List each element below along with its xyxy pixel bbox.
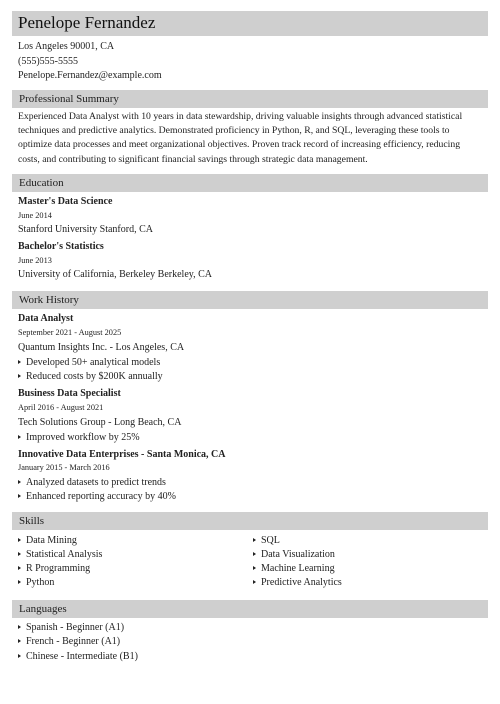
skill-item: Python [18,577,54,588]
job-company: Tech Solutions Group - Long Beach, CA [18,417,182,428]
education-section-title: Education [19,177,64,189]
bullet-icon [18,580,21,584]
job-bullet: Enhanced reporting accuracy by 40% [18,491,176,502]
job-company: Quantum Insights Inc. - Los Angeles, CA [18,342,185,353]
language-item: Chinese - Intermediate (B1) [18,651,138,662]
skill-item: Predictive Analytics [253,577,342,588]
bullet-icon [18,360,21,364]
job-dates: September 2021 - August 2025 [18,328,122,337]
skill-item: Data Mining [18,535,77,546]
work-section-bar [12,291,488,309]
bullet-icon [18,639,21,643]
bullet-icon [18,374,21,378]
language-item: Spanish - Beginner (A1) [18,622,124,633]
bullet-icon [18,480,21,484]
job-title: Business Data Specialist [18,388,121,399]
education-degree: Bachelor's Statistics [18,241,104,252]
job-dates: January 2015 - March 2016 [18,463,110,472]
education-school: University of California, Berkeley Berkeley, CA [18,269,213,280]
skill-item: R Programming [18,563,90,574]
skill-item: Data Visualization [253,549,335,560]
language-item: French - Beginner (A1) [18,636,120,647]
bullet-icon [18,538,21,542]
education-section-bar [12,174,488,192]
bullet-icon [253,580,256,584]
bullet-icon [18,566,21,570]
education-date: June 2014 [18,211,52,220]
contact-info [18,40,162,84]
languages-section-bar [12,600,488,618]
job-bullet: Developed 50+ analytical models [18,357,160,368]
summary-section-title: Professional Summary [19,93,119,105]
bullet-icon [253,552,256,556]
email: Penelope.Fernandez@example.com [18,70,162,81]
summary-text: Experienced Data Analyst with 10 years in data stewardship, driving valuable insights through advanced statistical techniques and predictive analytics. Demonstrated proficiency in Python, R, and SQL, leveraging these tools to optimize data processes and meet organizational objectives. Proven track record of increasing efficiency, reducing costs, and contributing to significant financial savings through strategic data management. [18,111,463,165]
skill-item: Machine Learning [253,563,335,574]
candidate-name: Penelope Fernandez [18,13,156,32]
phone: (555)555-5555 [18,55,78,67]
bullet-icon [253,538,256,542]
skill-item: SQL [253,535,280,546]
skill-item: Statistical Analysis [18,549,102,560]
skills-section-bar [12,512,488,530]
languages-section-title: Languages [19,603,67,615]
bullet-icon [18,435,21,439]
work-section-title: Work History [19,294,79,306]
address: Los Angeles 90001, CA [18,41,115,52]
job-dates: April 2016 - August 2021 [18,403,104,412]
bullet-icon [18,654,21,658]
education-school: Stanford University Stanford, CA [18,224,153,235]
bullet-icon [253,566,256,570]
education-date: June 2013 [18,256,52,265]
bullet-icon [18,494,21,498]
job-bullet: Analyzed datasets to predict trends [18,477,166,488]
job-bullet: Improved workflow by 25% [18,432,140,443]
job-title: Innovative Data Enterprises - Santa Monica, CA [18,449,226,460]
job-title: Data Analyst [18,313,74,324]
education-degree: Master's Data Science [18,196,113,207]
bullet-icon [18,552,21,556]
bullet-icon [18,625,21,629]
job-bullet: Reduced costs by $200K annually [18,371,163,382]
skills-section-title: Skills [19,515,45,527]
